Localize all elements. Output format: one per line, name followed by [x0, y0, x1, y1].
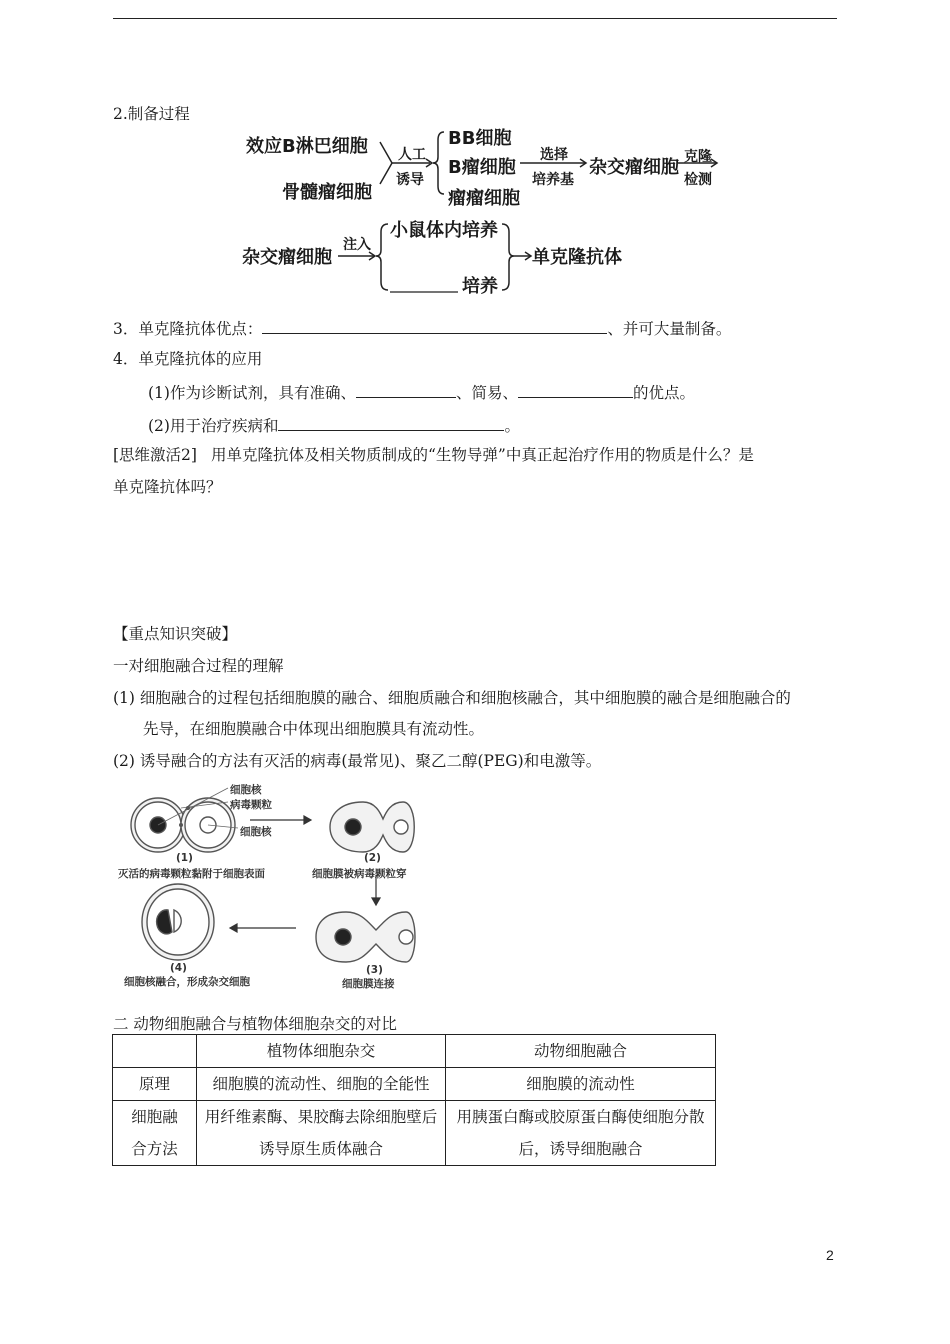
- page-number: 2: [826, 1247, 834, 1263]
- item2-blank: [278, 414, 504, 431]
- label-nucleus-top: 细胞核: [230, 784, 262, 796]
- table-header-cell: [113, 1035, 197, 1068]
- application-item-1: [148, 381, 695, 403]
- arrow3-bottom-label: 检测: [684, 172, 712, 188]
- flow2-result: 单克隆抗体: [532, 247, 622, 268]
- comparison-title: 二 动物细胞融合与植物体细胞杂交的对比: [113, 1015, 397, 1033]
- table-cell: 细胞膜的流动性、细胞的全能性: [197, 1068, 446, 1101]
- thinking-text-1: 用单克隆抗体及相关物质制成的“生物导弹”中真正起治疗作用的物质是什么？是: [210, 446, 754, 464]
- comparison-table: [112, 1034, 716, 1166]
- item1-blank-2: [518, 381, 633, 398]
- table-header-cell: 动物细胞融合: [446, 1035, 716, 1068]
- applications-heading: 4．单克隆抗体的应用: [113, 350, 263, 368]
- item1-mid: 、简易、: [455, 384, 518, 402]
- table-row: [113, 1101, 716, 1166]
- table-cell: 细胞膜的流动性: [446, 1068, 716, 1101]
- thinking-tag: [思维激活2]: [113, 446, 197, 464]
- table-cell: [197, 1101, 446, 1166]
- label-nucleus-mid: 细胞核: [240, 826, 272, 838]
- application-item-2: [148, 414, 520, 436]
- step1-number: (1): [176, 852, 193, 864]
- table-cell: [446, 1101, 716, 1166]
- flow2-arrow-label: 注入: [343, 237, 371, 253]
- advantages-blank: [262, 317, 607, 334]
- arrow2-top-label: 选择: [540, 147, 568, 163]
- arrow1-bottom-label: 诱导: [396, 172, 424, 188]
- row2-animal-line1: 用胰蛋白酶或胶原蛋白酶使细胞分散: [456, 1108, 705, 1126]
- flow-input-myeloma: 骨髓瘤细胞: [282, 182, 372, 203]
- flow2-option-mouse: 小鼠体内培养: [390, 220, 498, 241]
- cell-fusion-figure: [118, 780, 418, 990]
- row2-label-line2: 合方法: [131, 1140, 178, 1158]
- thinking-question-line1: [113, 445, 754, 465]
- preparation-flowchart: [230, 122, 730, 302]
- step4-caption: 细胞核融合，形成杂交细胞: [124, 976, 250, 988]
- step3-caption: 细胞膜连接: [342, 978, 395, 990]
- flow2-start: 杂交瘤细胞: [242, 247, 332, 268]
- arrow3-top-label: 克隆: [684, 149, 712, 165]
- step3-number: (3): [366, 964, 383, 976]
- table-header-row: [113, 1035, 716, 1068]
- step2-number: (2): [364, 852, 381, 864]
- advantages-label: 3．单克隆抗体优点：: [113, 320, 263, 338]
- table-row: [113, 1068, 716, 1101]
- table-cell: 原理: [113, 1068, 197, 1101]
- item1-suffix: 的优点。: [632, 384, 695, 402]
- item1-blank-1: [356, 381, 456, 398]
- flow2-option-culture: 培养: [462, 276, 498, 297]
- item2-suffix: 。: [504, 417, 520, 435]
- arrow2-bottom-label: 培养基: [532, 172, 574, 188]
- row2-plant-line1: 用纤维素酶、果胶酶去除细胞壁后: [204, 1108, 438, 1126]
- flow-result-b-tumor: B瘤细胞: [448, 157, 516, 178]
- row2-animal-line2: 后，诱导细胞融合: [518, 1140, 643, 1158]
- step1-caption: 灭活的病毒颗粒黏附于细胞表面: [118, 868, 265, 880]
- flow-input-b-lymphocyte: 效应B淋巴细胞: [246, 136, 368, 157]
- label-virus-particle: 病毒颗粒: [230, 799, 272, 811]
- table-header-cell: 植物体细胞杂交: [197, 1035, 446, 1068]
- item1-prefix: (1)作为诊断试剂，具有准确、: [148, 384, 356, 402]
- item2-prefix: (2)用于治疗疾病和: [148, 417, 279, 435]
- advantages-line: [113, 317, 731, 339]
- key-points-subheading: 一对细胞融合过程的理解: [113, 657, 284, 675]
- flow-result-bb: BB细胞: [448, 128, 512, 149]
- arrow1-top-label: 人工: [398, 147, 426, 163]
- row2-plant-line2: 诱导原生质体融合: [258, 1140, 383, 1158]
- key-point-1-line2: 先导，在细胞膜融合中体现出细胞膜具有流动性。: [143, 720, 485, 738]
- advantages-suffix: 、并可大量制备。: [607, 320, 732, 338]
- flow-hybridoma: 杂交瘤细胞: [589, 157, 679, 178]
- step2-caption: 细胞膜被病毒颗粒穿: [312, 868, 407, 880]
- step4-number: (4): [170, 962, 187, 974]
- table-cell: [113, 1101, 197, 1166]
- header-rule: [113, 18, 837, 19]
- key-points-heading: 【重点知识突破】: [113, 625, 238, 643]
- flow-result-tumor-tumor: 瘤瘤细胞: [448, 188, 520, 209]
- key-point-1-line1: (1) 细胞融合的过程包括细胞膜的融合、细胞质融合和细胞核融合，其中细胞膜的融合是细胞融合的: [113, 689, 791, 707]
- key-point-2: (2) 诱导融合的方法有灭活的病毒(最常见)、聚乙二醇(PEG)和电激等。: [113, 752, 602, 770]
- section-heading: 2.制备过程: [113, 105, 190, 123]
- thinking-question-line2: 单克隆抗体吗？: [113, 478, 222, 496]
- row2-label-line1: 细胞融: [131, 1108, 178, 1126]
